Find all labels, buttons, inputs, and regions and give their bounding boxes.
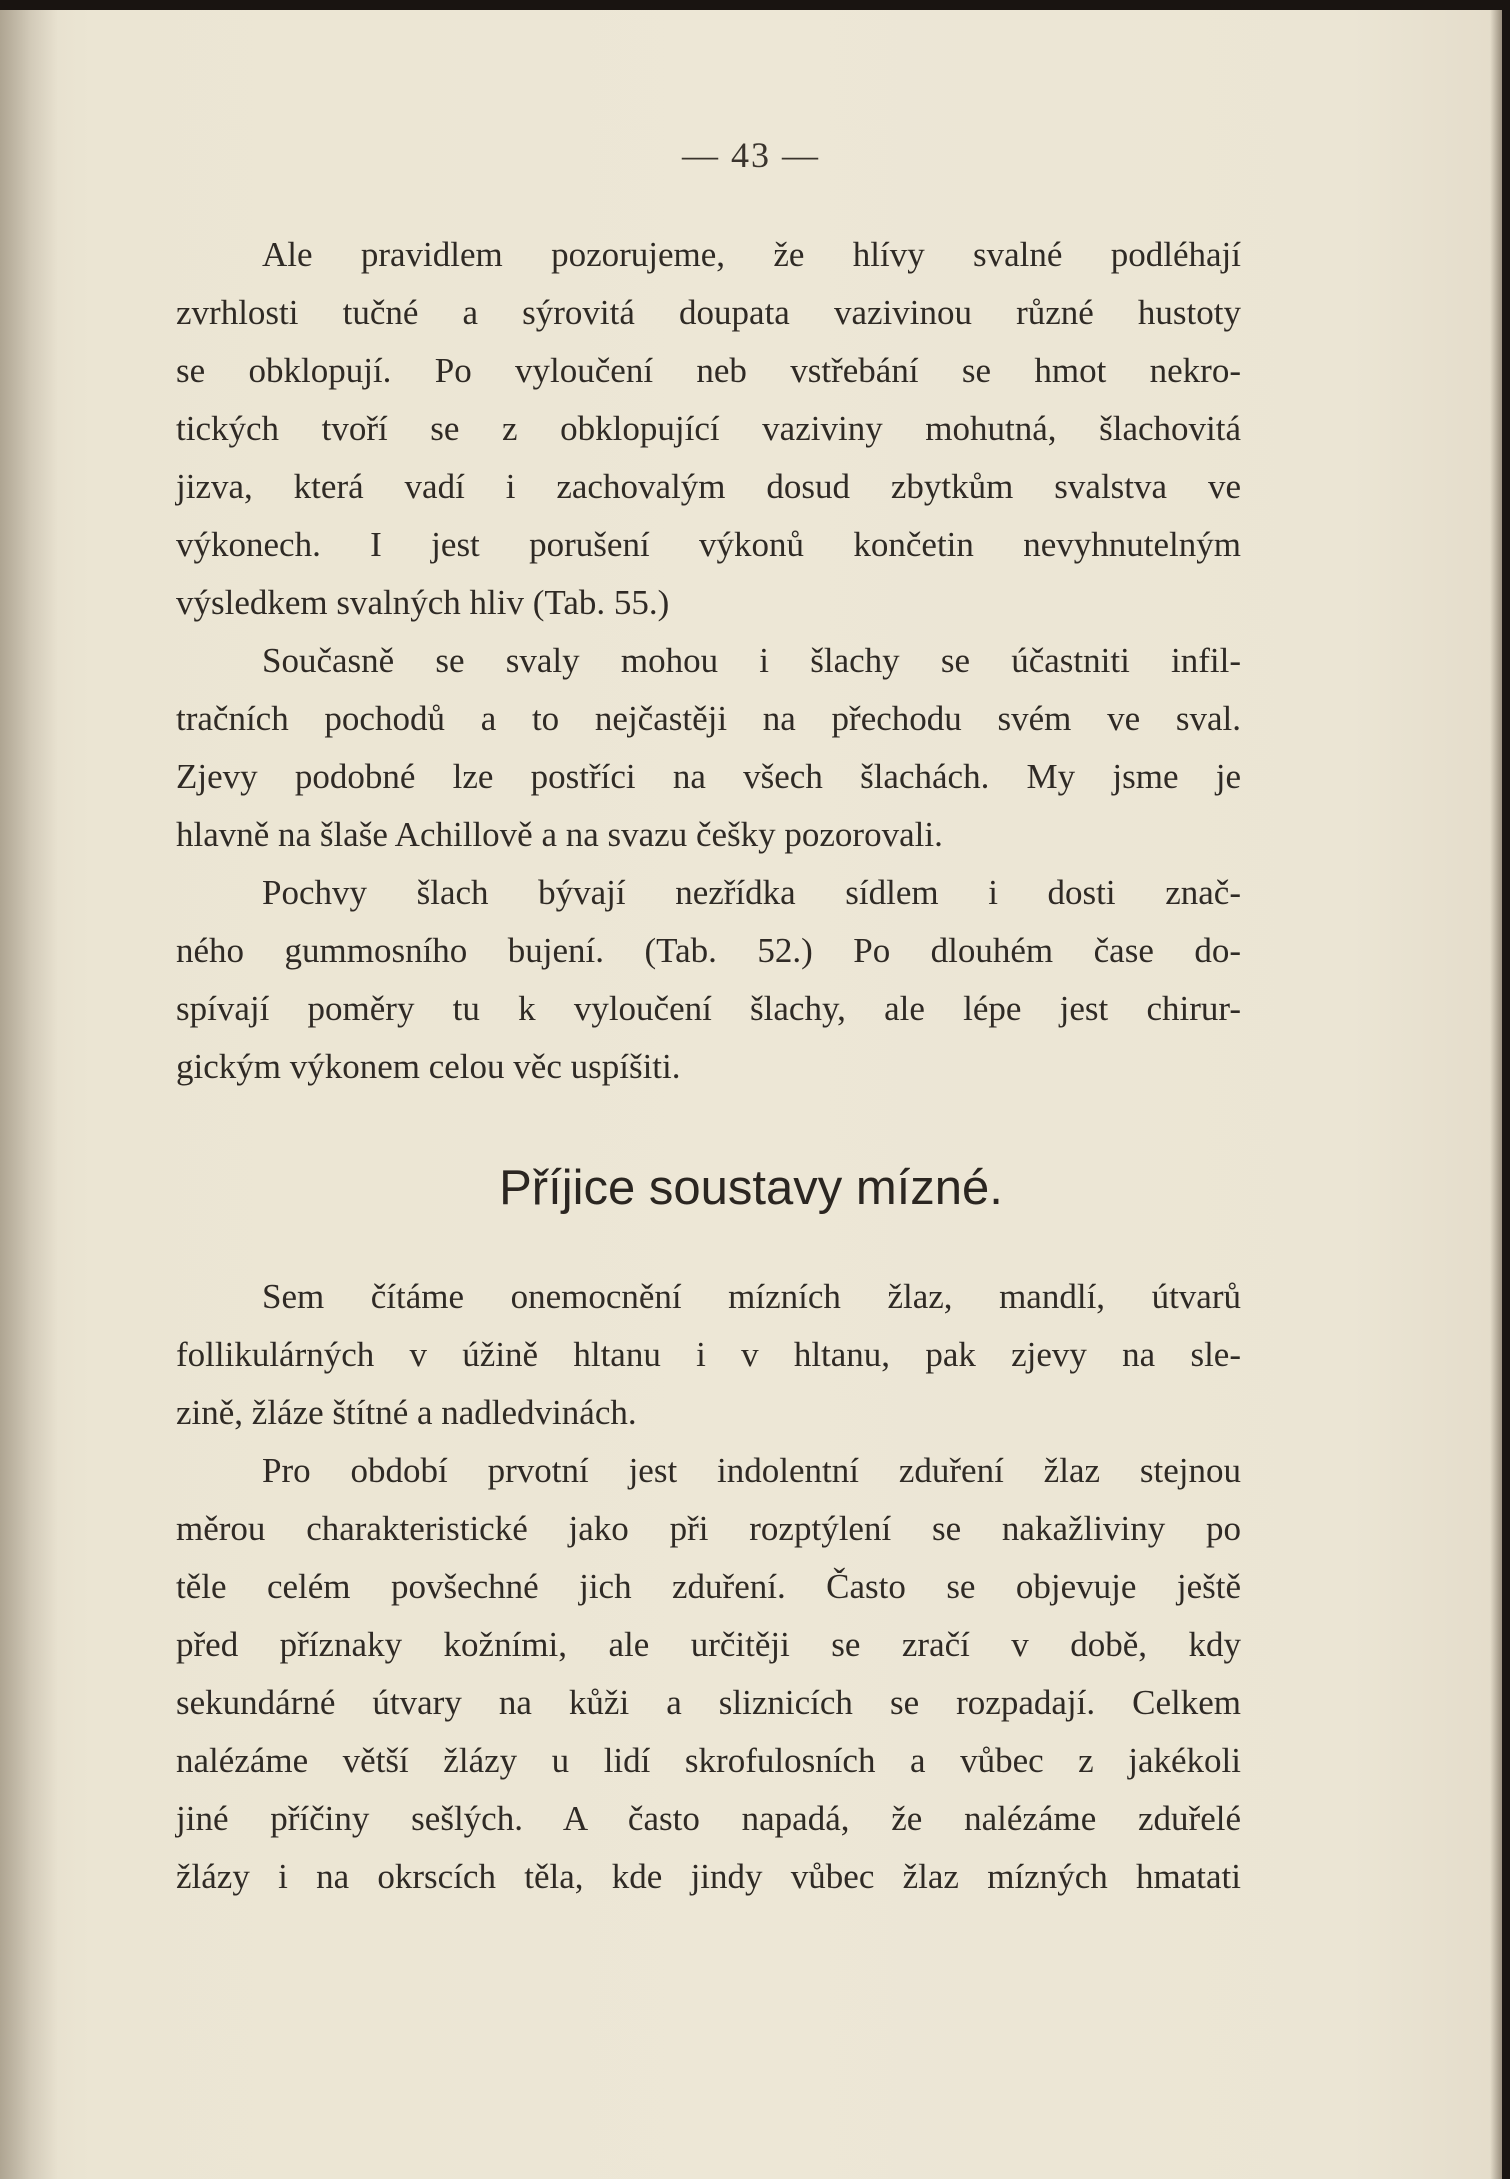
text-line: gickým výkonem celou věc uspíšiti.: [176, 1047, 681, 1086]
page-gutter-shadow: [0, 10, 58, 2179]
text-line: před příznaky kožními, ale určitěji se zračí v době, kdy: [176, 1625, 1241, 1664]
section-1-text: [176, 226, 1241, 1096]
text-line: jiné příčiny sešlých. A často napadá, že nalézáme zduřelé: [176, 1799, 1241, 1838]
text-line: Zjevy podobné lze postříci na všech šlachách. My jsme je: [176, 757, 1241, 796]
text-line: spívají poměry tu k vyloučení šlachy, ale lépe jest chirur-: [176, 989, 1241, 1028]
text-line: výkonech. I jest porušení výkonů končetin nevyhnutelným: [176, 525, 1241, 564]
text-line: Sem čítáme onemocnění mízních žlaz, mandlí, útvarů: [262, 1277, 1241, 1316]
text-line: Současně se svaly mohou i šlachy se účastniti infil-: [262, 641, 1241, 680]
section-heading: Příjice soustavy mízné.: [499, 1161, 1003, 1215]
page-edge-shadow: [1490, 10, 1502, 2179]
text-line: žlázy i na okrscích těla, kde jindy vůbec žlaz mízných hmatati: [176, 1857, 1241, 1896]
page-number: — 43 —: [682, 135, 820, 175]
text-line: zvrhlosti tučné a sýrovitá doupata vazivinou různé hustoty: [176, 293, 1241, 332]
text-line: tračních pochodů a to nejčastěji na přechodu svém ve sval.: [176, 699, 1241, 738]
text-line: ného gummosního bujení. (Tab. 52.) Po dlouhém čase do-: [176, 931, 1241, 970]
text-line: zině, žláze štítné a nadledvinách.: [176, 1393, 637, 1432]
text-line: těle celém povšechné jich zduření. Často se objevuje ještě: [176, 1567, 1241, 1606]
section-2-text: [176, 1268, 1241, 1906]
text-line: jizva, která vadí i zachovalým dosud zbytkům svalstva ve: [176, 467, 1241, 506]
text-line: se obklopují. Po vyloučení neb vstřebání se hmot nekro-: [176, 351, 1241, 390]
text-line: tických tvoří se z obklopující vaziviny mohutná, šlachovitá: [176, 409, 1241, 448]
text-line: Pro období prvotní jest indolentní zduření žlaz stejnou: [262, 1451, 1241, 1490]
text-line: hlavně na šlaše Achillově a na svazu češky pozorovali.: [176, 815, 943, 854]
text-line: follikulárných v úžině hltanu i v hltanu, pak zjevy na sle-: [176, 1335, 1241, 1374]
text-line: nalézáme větší žlázy u lidí skrofulosních a vůbec z jakékoli: [176, 1741, 1241, 1780]
text-line: Pochvy šlach bývají nezřídka sídlem i dosti znač-: [262, 873, 1241, 912]
text-line: výsledkem svalných hliv (Tab. 55.): [176, 583, 670, 622]
text-line: Ale pravidlem pozorujeme, že hlívy svalné podléhají: [262, 235, 1241, 274]
book-page: [0, 10, 1502, 2179]
text-line: sekundárné útvary na kůži a sliznicích se rozpadají. Celkem: [176, 1683, 1241, 1722]
text-line: měrou charakteristické jako při rozptýlení se nakažliviny po: [176, 1509, 1241, 1548]
